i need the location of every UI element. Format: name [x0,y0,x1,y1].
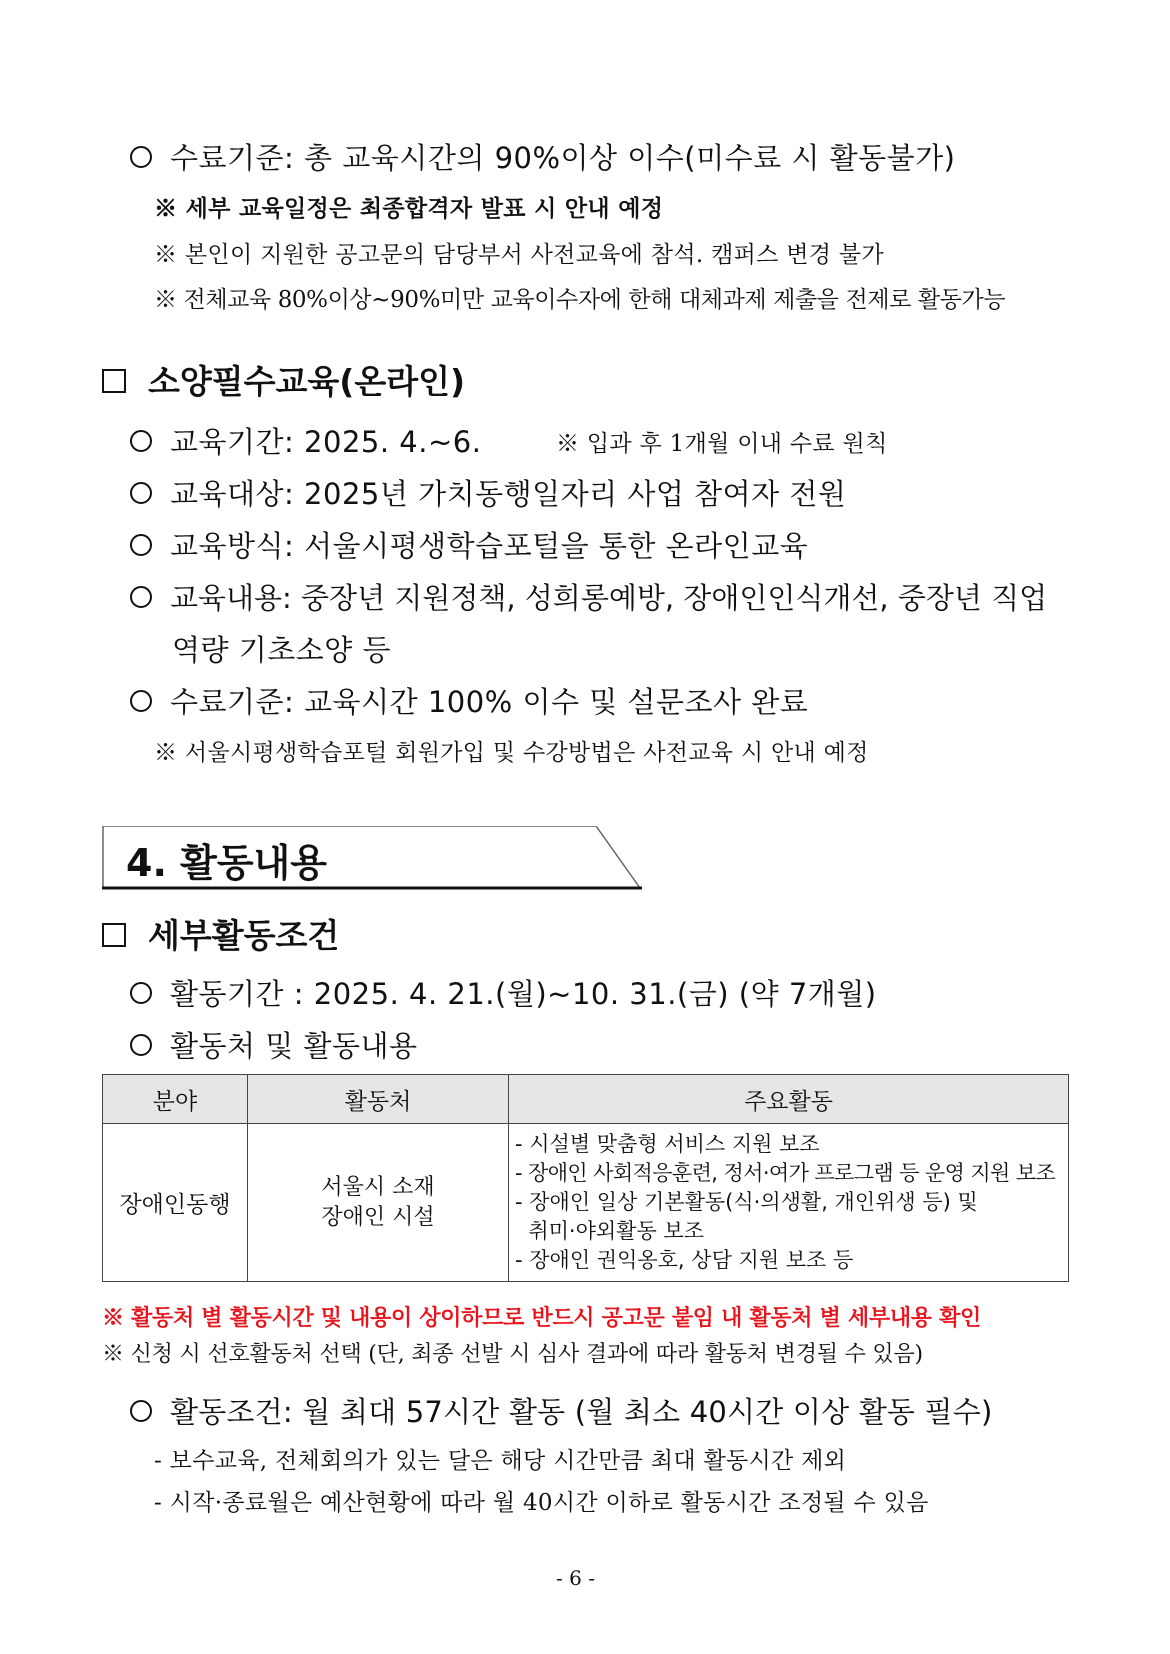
condition-sub-2: - 시작·종료월은 예산현황에 따라 월 40시간 이하로 활동시간 조정될 수 있음 [154,1490,929,1516]
online-criterion [130,680,808,721]
circle-bullet-icon [130,690,152,712]
circle-bullet-icon [130,146,152,168]
bullet-criterion-offline [130,136,955,177]
online-period-text: 교육기간: 2025. 4.~6. [170,425,482,459]
online-content-text: 교육내용: 중장년 지원정책, 성희롱예방, 장애인인식개선, 중장년 직업 [170,581,1048,615]
activity-places-text: 활동처 및 활동내용 [170,1029,418,1063]
activity-period [130,972,877,1013]
cell-activities [509,1124,1069,1282]
activity-item: - 장애인 권익옹호, 상담 지원 보조 등 [515,1248,854,1272]
online-period [130,420,481,461]
online-method [130,524,808,565]
activity-item: - 장애인 일상 기본활동(식·의생활, 개인위생 등) 및 [515,1190,978,1214]
header-place: 활동처 [248,1075,509,1124]
detail-heading [102,910,339,957]
activity-conditions-text: 활동조건: 월 최대 57시간 활동 (월 최소 40시간 이상 활동 필수) [170,1395,993,1429]
square-bullet-icon [102,923,126,947]
online-criterion-note: ※ 서울시평생학습포털 회원가입 및 수강방법은 사전교육 시 안내 예정 [154,740,869,766]
activity-table [102,1074,1069,1282]
activity-item: 취미·야외활동 보조 [515,1219,704,1243]
online-content-cont: 역량 기초소양 등 [172,633,392,667]
circle-bullet-icon [130,482,152,504]
square-bullet-icon [102,369,126,393]
note-campus: ※ 본인이 지원한 공고문의 담당부서 사전교육에 참석. 캠퍼스 변경 불가 [154,242,884,268]
online-heading-text: 소양필수교육(온라인) [148,362,466,401]
online-method-text: 교육방식: 서울시평생학습포털을 통한 온라인교육 [170,529,809,563]
circle-bullet-icon [130,1400,152,1422]
cell-place [248,1124,509,1282]
online-period-note: ※ 입과 후 1개월 이내 수료 원칙 [556,431,888,457]
circle-bullet-icon [130,586,152,608]
place-line-2: 장애인 시설 [321,1204,435,1230]
activity-period-text: 활동기간 : 2025. 4. 21.(월)~10. 31.(금) (약 7개월) [170,977,877,1011]
criterion-text: 수료기준: 총 교육시간의 90%이상 이수(미수료 시 활동불가) [170,141,956,175]
header-activity: 주요활동 [509,1075,1069,1124]
online-heading [102,356,465,403]
table-note: ※ 신청 시 선호활동처 선택 (단, 최종 선발 시 심사 결과에 따라 활동처 변경될 수 있음) [102,1342,923,1367]
online-target [130,472,846,513]
condition-sub-1: - 보수교육, 전체회의가 있는 달은 해당 시간만큼 최대 활동시간 제외 [154,1448,847,1474]
circle-bullet-icon [130,1034,152,1056]
table-row [103,1124,1069,1282]
online-criterion-text: 수료기준: 교육시간 100% 이수 및 설문조사 완료 [170,685,809,719]
detail-heading-text: 세부활동조건 [148,916,340,955]
section-title: 4. 활동내용 [126,841,327,885]
table-note-red: ※ 활동처 별 활동시간 및 내용이 상이하므로 반드시 공고문 붙임 내 활동처 별 세부내용 확인 [102,1305,982,1331]
circle-bullet-icon [130,534,152,556]
place-line-1: 서울시 소재 [321,1174,435,1200]
online-content [130,576,1047,617]
note-substitute: ※ 전체교육 80%이상~90%미만 교육이수자에 한해 대체과제 제출을 전제로 활동가능 [154,287,1006,313]
table-header-row [103,1075,1069,1124]
activity-conditions [130,1390,993,1431]
circle-bullet-icon [130,982,152,1004]
page-number: - 6 - [556,1566,595,1590]
circle-bullet-icon [130,430,152,452]
activity-item: - 장애인 사회적응훈련, 정서·여가 프로그램 등 운영 지원 보조 [515,1161,1056,1185]
activity-places [130,1024,418,1065]
activity-item: - 시설별 맞춤형 서비스 지원 보조 [515,1132,820,1156]
header-field: 분야 [103,1075,248,1124]
online-target-text: 교육대상: 2025년 가치동행일자리 사업 참여자 전원 [170,477,847,511]
note-schedule: ※ 세부 교육일정은 최종합격자 발표 시 안내 예정 [154,195,664,222]
cell-field: 장애인동행 [103,1124,248,1282]
